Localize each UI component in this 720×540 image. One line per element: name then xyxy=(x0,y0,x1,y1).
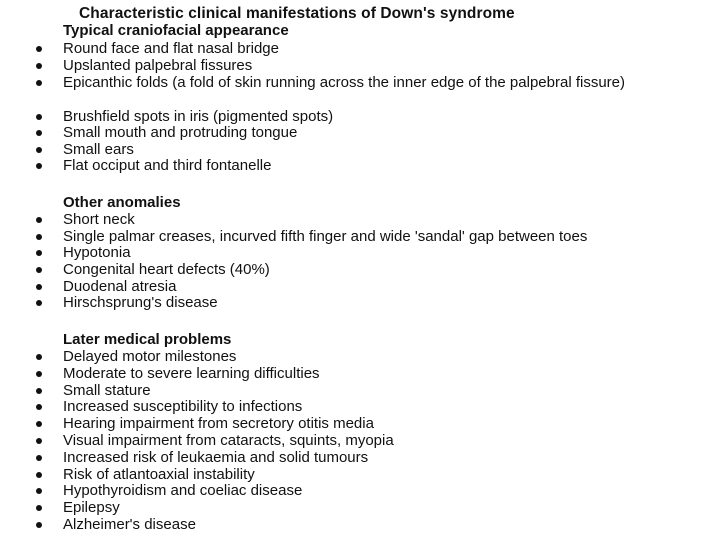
bullet-icon xyxy=(36,421,42,427)
list-item xyxy=(0,57,720,74)
list-item-text: Hirschsprung's disease xyxy=(63,294,218,311)
bullet-icon xyxy=(36,80,42,86)
list-item xyxy=(0,466,720,483)
list-item xyxy=(0,415,720,432)
bullet-icon xyxy=(36,354,42,360)
list-item-text: Congenital heart defects (40%) xyxy=(63,261,270,278)
bullet-icon xyxy=(36,250,42,256)
list-item-text: Small mouth and protruding tongue xyxy=(63,124,298,141)
list-item xyxy=(0,294,720,311)
list-item-text: Visual impairment from cataracts, squints, myopia xyxy=(63,432,394,449)
section-heading-later-problems: Later medical problems xyxy=(63,331,232,348)
list-item-text: Single palmar creases, incurved fifth finger and wide 'sandal' gap between toes xyxy=(63,228,588,245)
list-item-text: Delayed motor milestones xyxy=(63,348,237,365)
bullet-icon xyxy=(36,234,42,240)
list-item-text: Brushfield spots in iris (pigmented spots) xyxy=(63,108,334,125)
list-item-text: Upslanted palpebral fissures xyxy=(63,57,253,74)
bullet-icon xyxy=(36,455,42,461)
list-item xyxy=(0,157,720,174)
list-item-text: Moderate to severe learning difficulties xyxy=(63,365,320,382)
list-item xyxy=(0,432,720,449)
list-item-text: Small stature xyxy=(63,382,151,399)
bullet-icon xyxy=(36,488,42,494)
bullet-icon xyxy=(36,267,42,273)
list-item-text: Short neck xyxy=(63,211,135,228)
list-item xyxy=(0,482,720,499)
bullet-icon xyxy=(36,114,42,120)
list-item-text: Small ears xyxy=(63,141,134,158)
bullet-icon xyxy=(36,46,42,52)
section-heading-craniofacial: Typical craniofacial appearance xyxy=(63,22,289,39)
list-item-text: Duodenal atresia xyxy=(63,278,177,295)
bullet-icon xyxy=(36,388,42,394)
bullet-icon xyxy=(36,217,42,223)
list-item xyxy=(0,244,720,261)
list-item xyxy=(0,365,720,382)
list-item xyxy=(0,124,720,141)
list-item xyxy=(0,261,720,278)
list-item xyxy=(0,499,720,516)
list-item-text: Flat occiput and third fontanelle xyxy=(63,157,272,174)
list-item-text: Epicanthic folds (a fold of skin running across the inner edge of the palpebral fissure) xyxy=(63,74,625,91)
list-item xyxy=(0,211,720,228)
bullet-icon xyxy=(36,300,42,306)
list-item xyxy=(0,398,720,415)
list-item-text: Hypotonia xyxy=(63,244,131,261)
list-item-text: Increased risk of leukaemia and solid tumours xyxy=(63,449,369,466)
list-item-text: Epilepsy xyxy=(63,499,120,516)
list-item xyxy=(0,278,720,295)
bullet-icon xyxy=(36,522,42,528)
page-title: Characteristic clinical manifestations of Down's syndrome xyxy=(79,5,515,22)
list-item xyxy=(0,108,720,125)
bullet-icon xyxy=(36,472,42,478)
list-item xyxy=(0,141,720,158)
list-item xyxy=(0,382,720,399)
list-item-text: Risk of atlantoaxial instability xyxy=(63,466,255,483)
bullet-icon xyxy=(36,438,42,444)
bullet-icon xyxy=(36,404,42,410)
section-heading-other-anomalies: Other anomalies xyxy=(63,194,181,211)
list-item-text: Round face and flat nasal bridge xyxy=(63,40,279,57)
bullet-icon xyxy=(36,163,42,169)
list-item-text: Alzheimer's disease xyxy=(63,516,196,533)
list-item xyxy=(0,228,720,245)
list-item xyxy=(0,449,720,466)
list-item xyxy=(0,516,720,533)
list-item-text: Increased susceptibility to infections xyxy=(63,398,303,415)
list-item xyxy=(0,40,720,57)
bullet-icon xyxy=(36,147,42,153)
bullet-icon xyxy=(36,130,42,136)
list-item xyxy=(0,74,720,108)
bullet-icon xyxy=(36,371,42,377)
bullet-icon xyxy=(36,284,42,290)
list-item-text: Hearing impairment from secretory otitis media xyxy=(63,415,374,432)
list-item xyxy=(0,348,720,365)
bullet-icon xyxy=(36,505,42,511)
list-item-text: Hypothyroidism and coeliac disease xyxy=(63,482,303,499)
bullet-icon xyxy=(36,63,42,69)
